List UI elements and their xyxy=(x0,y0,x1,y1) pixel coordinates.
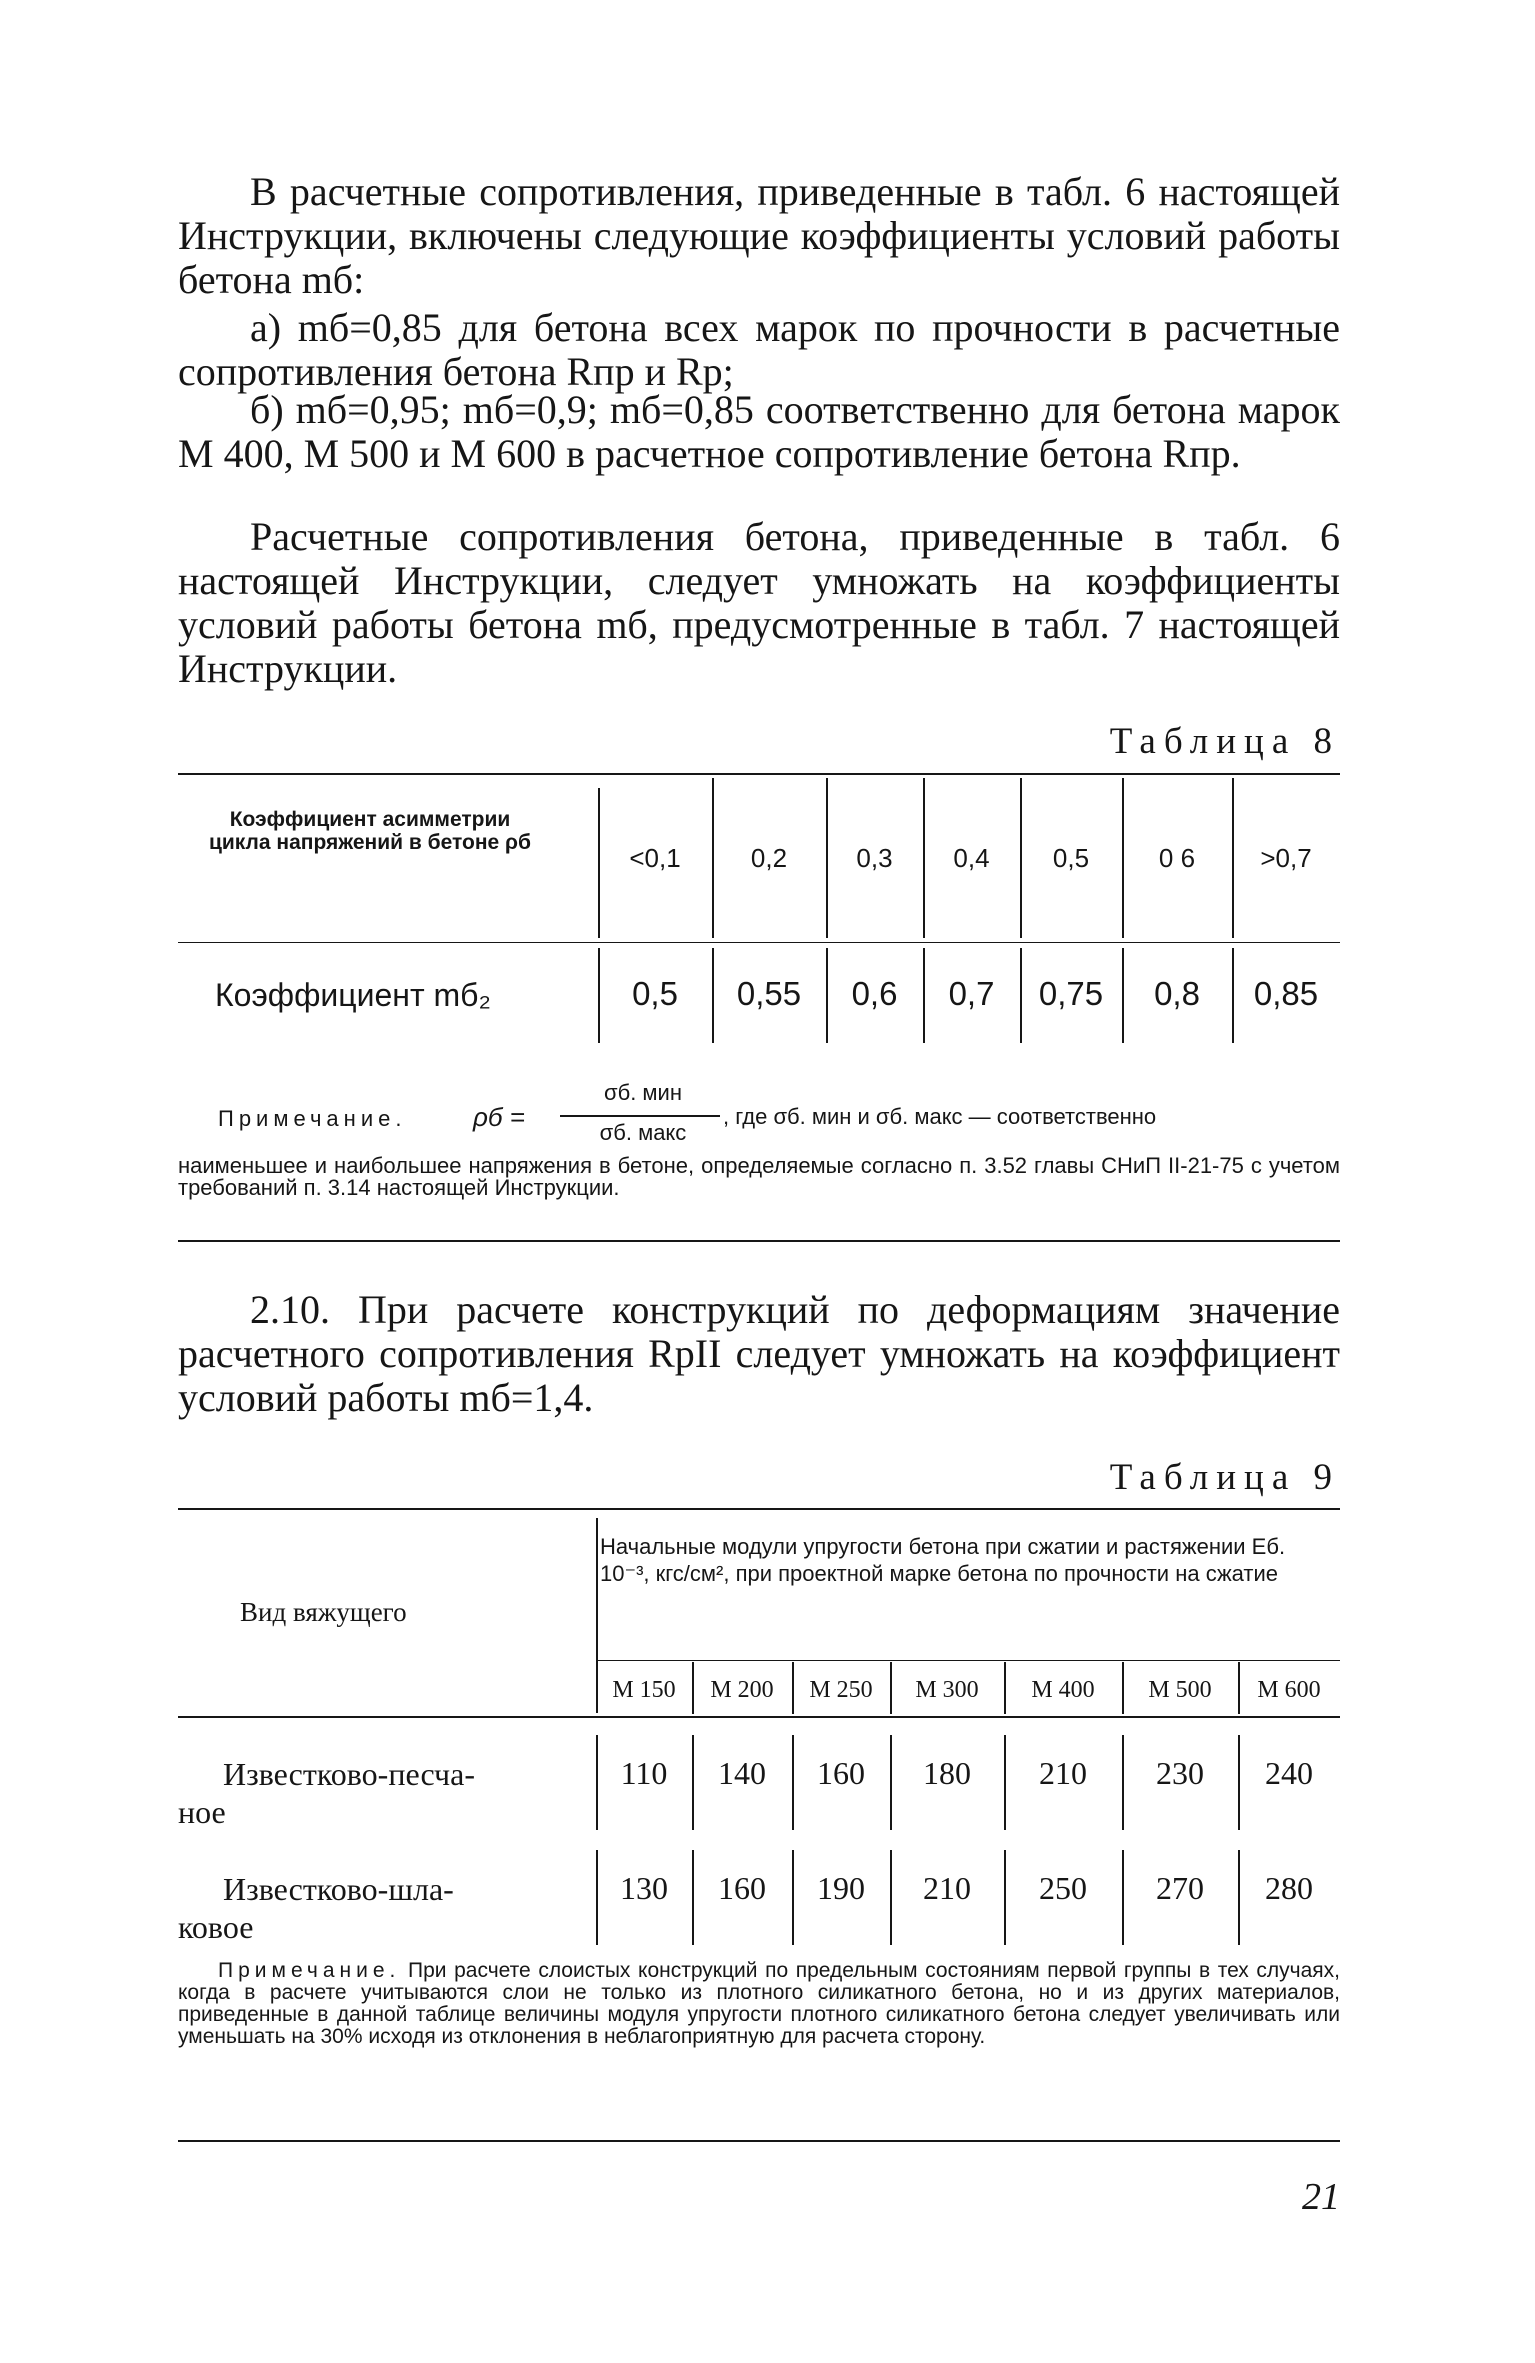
page-number: 21 xyxy=(1302,2176,1340,2218)
table-8-cell: 0,75 xyxy=(1038,975,1104,1012)
table-8-cell: 0,85 xyxy=(1253,975,1319,1012)
table-9-vline xyxy=(692,1735,694,1830)
table-9-vline xyxy=(1122,1850,1124,1945)
table-8-note-fraction-bar xyxy=(560,1115,720,1117)
table-9-col1-header: Вид вяжущего xyxy=(240,1597,407,1627)
table-9-cell: 210 xyxy=(1039,1755,1087,1791)
table-9-grade: М 250 xyxy=(809,1677,873,1703)
table-9-grade: М 400 xyxy=(1031,1677,1095,1703)
table-9-row-1-name xyxy=(178,1755,475,1831)
paragraph-1: В расчетные сопротивления, приведенные в табл. 6 настоящей Инструкции, включены следующие коэффициенты условий работы бетона mб: xyxy=(178,169,1340,302)
table-9-vline xyxy=(890,1662,892,1714)
table-9-vline xyxy=(1122,1662,1124,1714)
table-9-cell: 160 xyxy=(718,1870,766,1906)
table-9-cell: 160 xyxy=(817,1755,865,1791)
table-9-cell: 190 xyxy=(817,1870,865,1906)
table-9-row-1-name-line2: ное xyxy=(178,1794,226,1830)
table-9-cell: 180 xyxy=(923,1755,971,1791)
table-9-vline xyxy=(1238,1662,1240,1714)
table-8-cell: 0,55 xyxy=(736,975,802,1012)
paragraph-2-10: 2.10. При расчете конструкций по деформациям значение расчетного сопротивления RрII следует умножать на коэффициент условий работы mб=1,4. xyxy=(178,1287,1340,1420)
table-9-cell: 240 xyxy=(1265,1755,1313,1791)
table-9-row-2-name-line2: ковое xyxy=(178,1909,254,1945)
table-9-vline xyxy=(1004,1850,1006,1945)
table-9-caption: Таблица 9 xyxy=(1109,1457,1340,1498)
table-8-row1-header: Коэффициент асимметрии цикла напряжений в бетоне ρб xyxy=(208,808,532,854)
table-8-row2-header: Коэффициент mб₂ xyxy=(215,977,491,1013)
table-8-cell: 0,3 xyxy=(856,843,893,873)
table-9-vline xyxy=(1238,1850,1240,1945)
table-9-bottom-rule xyxy=(178,2140,1340,2142)
table-8-mid-rule xyxy=(178,942,1340,943)
paragraph-4: Расчетные сопротивления бетона, приведенные в табл. 6 настоящей Инструкции, следует умножать на коэффициенты условий работы бетона mб, предусмотренные в табл. 7 настоящей Инструкции. xyxy=(178,514,1340,691)
table-9-vline xyxy=(792,1850,794,1945)
table-8-cell: >0,7 xyxy=(1260,843,1312,873)
table-9-grade: М 300 xyxy=(915,1677,979,1703)
table-9-row-2-name xyxy=(178,1870,454,1946)
table-9-cell: 270 xyxy=(1156,1870,1204,1906)
table-9-row-1-name-line1: Известково-песча- xyxy=(223,1756,475,1792)
table-9-vline xyxy=(890,1735,892,1830)
table-8-top-rule xyxy=(178,773,1340,775)
table-9-row-2-name-line1: Известково-шла- xyxy=(223,1871,454,1907)
table-8-cell: 0,6 xyxy=(851,975,898,1012)
table-9-top-rule xyxy=(178,1508,1340,1510)
table-9-vline xyxy=(692,1850,694,1945)
table-9-grade: М 600 xyxy=(1257,1677,1321,1703)
table-8-note-formula-denominator: σб. макс xyxy=(599,1120,687,1145)
table-9-cell: 210 xyxy=(923,1870,971,1906)
table-8-note-formula-line xyxy=(178,1080,1340,1145)
table-8-bottom-rule xyxy=(178,1240,1340,1242)
table-9-header-rule xyxy=(178,1716,1340,1718)
table-9-cell: 230 xyxy=(1156,1755,1204,1791)
paragraph-2: а) mб=0,85 для бетона всех марок по прочности в расчетные сопротивления бетона Rпр и Rр; xyxy=(178,305,1340,394)
table-9-vline xyxy=(1122,1735,1124,1830)
table-9-vline xyxy=(890,1850,892,1945)
table-9-grade-rule xyxy=(598,1660,1340,1661)
table-8-cell: 0,5 xyxy=(1052,843,1090,873)
table-9-note-label: Примечание. xyxy=(218,1959,401,1982)
table-8-note-formula-lhs: ρб = xyxy=(473,1102,525,1132)
table-9-note xyxy=(178,1960,1340,2048)
table-8-note-body: наименьшее и наибольшее напряжения в бетоне, определяемые согласно п. 3.52 главы СНиП II-21-75 с учетом требований п. 3.14 настоящей Инструкции. xyxy=(178,1153,1340,1200)
table-9-vline xyxy=(692,1662,694,1714)
table-9-note-body: При расчете слоистых конструкций по предельным состояниям первой группы в тех случаях, когда в расчете учитываются слои не только из плотного силикатного бетона, но и из других материалов, приведенные в данной таблице величины модуля упругости плотного силикатного бетона следует увеличивать или уменьшать на 30% исходя из отклонения в неблагоприятную для расчета сторону. xyxy=(178,1959,1340,2048)
table-8-cell: 0,8 xyxy=(1154,975,1200,1012)
table-9-cell: 280 xyxy=(1265,1870,1313,1906)
table-9-vline xyxy=(1004,1735,1006,1830)
table-9-vline xyxy=(596,1850,598,1945)
table-9-grade: М 500 xyxy=(1148,1677,1212,1703)
table-8-cell: 0,5 xyxy=(632,975,678,1012)
table-9-group-header: Начальные модули упругости бетона при сжатии и растяжении Eб. 10⁻³, кгс/см², при проектной марке бетона по прочности на сжатие xyxy=(600,1534,1286,1586)
table-8-note-label: Примечание. xyxy=(218,1106,407,1131)
table-9-cell: 130 xyxy=(620,1870,668,1906)
table-9-cell: 110 xyxy=(620,1755,668,1791)
table-9-vline xyxy=(1238,1735,1240,1830)
table-8-caption: Таблица 8 xyxy=(1109,721,1340,762)
table-9-grade: М 200 xyxy=(710,1677,774,1703)
table-9-cell: 140 xyxy=(718,1755,766,1791)
table-8-cell: <0,1 xyxy=(629,843,681,873)
table-9-vline xyxy=(792,1662,794,1714)
table-9-vline xyxy=(1004,1662,1006,1714)
table-9-vline xyxy=(596,1735,598,1830)
table-8-cell: 0,2 xyxy=(750,843,788,873)
paragraph-3: б) mб=0,95; mб=0,9; mб=0,85 соответственно для бетона марок М 400, М 500 и М 600 в расчетное сопротивление бетона Rпр. xyxy=(178,387,1340,476)
table-8-cell: 0,7 xyxy=(948,975,995,1012)
table-8-note-tail: , где σб. мин и σб. макс — соответственно xyxy=(723,1104,1157,1129)
table-9-cell: 250 xyxy=(1039,1870,1087,1906)
table-8-cell: 0,4 xyxy=(953,843,990,873)
table-8-cell: 0 6 xyxy=(1158,843,1196,873)
table-9-grade: М 150 xyxy=(612,1677,676,1703)
table-9-vline xyxy=(792,1735,794,1830)
table-8-note-formula-numerator: σб. мин xyxy=(604,1080,682,1105)
